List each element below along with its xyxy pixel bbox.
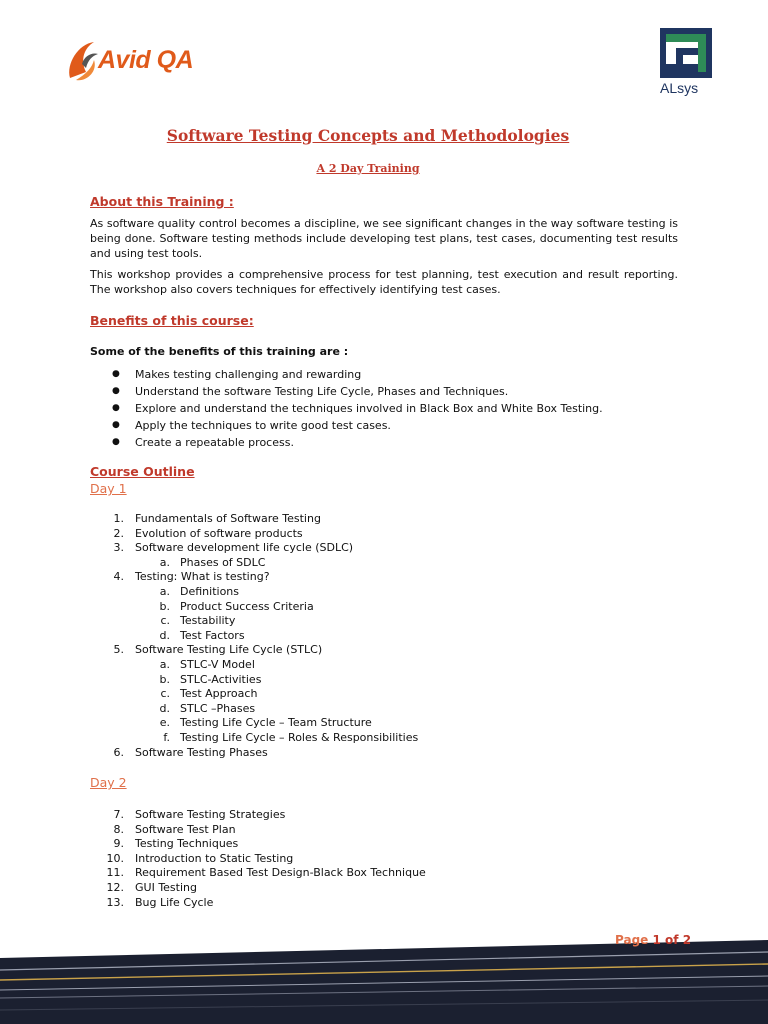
- outline-item-number: 1.: [113, 512, 124, 525]
- outline-item-text: STLC-Activities: [180, 672, 262, 686]
- alsys-brand-text: ALsys: [660, 80, 699, 96]
- outline-item-text: Bug Life Cycle: [135, 895, 214, 909]
- about-paragraph-2: This workshop provides a comprehensive process for test planning, test execution and result reporting. The workshop also covers techniques for effectively identifying test cases.: [90, 268, 678, 296]
- outline-item-number: 3.: [113, 541, 124, 555]
- list-item: ● Explore and understand the techniques involved in Black Box and White Box Testing.: [90, 400, 603, 417]
- page-number: Page 1 of 2: [615, 933, 692, 947]
- outline-item-text: Test Factors: [180, 628, 245, 642]
- outline-item-text: Requirement Based Test Design-Black Box Technique: [135, 866, 426, 880]
- document-title: Software Testing Concepts and Methodologies: [166, 126, 570, 145]
- outline-item-number: b.: [159, 672, 170, 686]
- outline-item-text: Definitions: [180, 584, 239, 598]
- outline-item-text: Test Approach: [180, 687, 258, 701]
- list-item: ● Create a repeatable process.: [90, 434, 603, 451]
- outline-item-text: Software Test Plan: [135, 822, 236, 836]
- about-heading: About this Training :: [90, 194, 234, 209]
- outline-item-text: STLC-V Model: [180, 657, 255, 671]
- outline-item-number: e.: [159, 716, 170, 730]
- outline-item-number: 9.: [113, 837, 124, 851]
- avidqa-logo: [64, 36, 194, 86]
- outline-item-number: 13.: [106, 895, 124, 909]
- course-outline-heading: Course Outline: [90, 464, 195, 479]
- outline-item-text: Fundamentals of Software Testing: [135, 512, 321, 525]
- list-item: ● Apply the techniques to write good test cases.: [90, 417, 603, 434]
- outline-item-number: 6.: [113, 745, 124, 759]
- list-item: ● Makes testing challenging and rewarding: [90, 366, 603, 383]
- outline-item-number: 8.: [113, 822, 124, 836]
- outline-item-number: a.: [159, 555, 170, 569]
- outline-item-number: 7.: [113, 808, 124, 821]
- outline-item-text: Testing Life Cycle – Roles & Responsibilities: [180, 730, 419, 744]
- outline-item-number: 2.: [113, 526, 124, 540]
- outline-item-number: d.: [159, 701, 170, 715]
- benefits-lead: Some of the benefits of this training are :: [90, 345, 349, 358]
- benefits-heading: Benefits of this course:: [90, 313, 254, 328]
- outline-item-text: Software Testing Life Cycle (STLC): [135, 643, 323, 657]
- outline-item-text: GUI Testing: [135, 880, 197, 894]
- about-paragraph-1: As software quality control becomes a discipline, we see significant changes in the way software testing is being done. Software testing methods include developing test plans, test cases, documenting test results and using test tools.: [90, 217, 678, 260]
- outline-item-number: 12.: [106, 880, 124, 894]
- outline-item-text: Software development life cycle (SDLC): [135, 541, 354, 555]
- outline-item-number: f.: [163, 730, 170, 744]
- outline-item-text: Software Testing Phases: [135, 745, 268, 759]
- outline-item-text: Phases of SDLC: [180, 555, 266, 569]
- alsys-logo: [654, 28, 714, 100]
- outline-item-text: Product Success Criteria: [180, 599, 314, 613]
- list-item: ● Understand the software Testing Life Cycle, Phases and Techniques.: [90, 383, 603, 400]
- outline-item-text: Evolution of software products: [135, 526, 303, 540]
- benefits-list: [90, 366, 603, 451]
- outline-item-text: Testing Techniques: [135, 837, 239, 851]
- outline-item-text: STLC –Phases: [180, 701, 256, 715]
- outline-item-number: d.: [159, 628, 170, 642]
- outline-item-text: Testing: What is testing?: [135, 570, 270, 584]
- day2-label: Day 2: [90, 775, 127, 790]
- outline-item-text: Introduction to Static Testing: [135, 851, 294, 865]
- outline-item-text: Testability: [180, 614, 236, 628]
- day1-label: Day 1: [90, 481, 127, 496]
- outline-item-number: 11.: [106, 866, 124, 880]
- outline-item-number: 5.: [113, 643, 124, 657]
- outline-item-number: b.: [159, 599, 170, 613]
- outline-item-number: c.: [160, 614, 170, 628]
- outline-item-number: c.: [160, 687, 170, 701]
- outline-item-number: 10.: [106, 851, 124, 865]
- outline-item-text: Testing Life Cycle – Team Structure: [180, 716, 372, 730]
- outline-item-text: Software Testing Strategies: [135, 808, 286, 821]
- outline-item-number: a.: [159, 657, 170, 671]
- outline-item-number: 4.: [113, 570, 124, 584]
- avidqa-brand-text: Avid QA: [98, 46, 194, 74]
- document-subtitle: A 2 Day Training: [316, 162, 420, 175]
- outline-item-number: a.: [159, 584, 170, 598]
- alsys-mark-icon: [660, 28, 712, 78]
